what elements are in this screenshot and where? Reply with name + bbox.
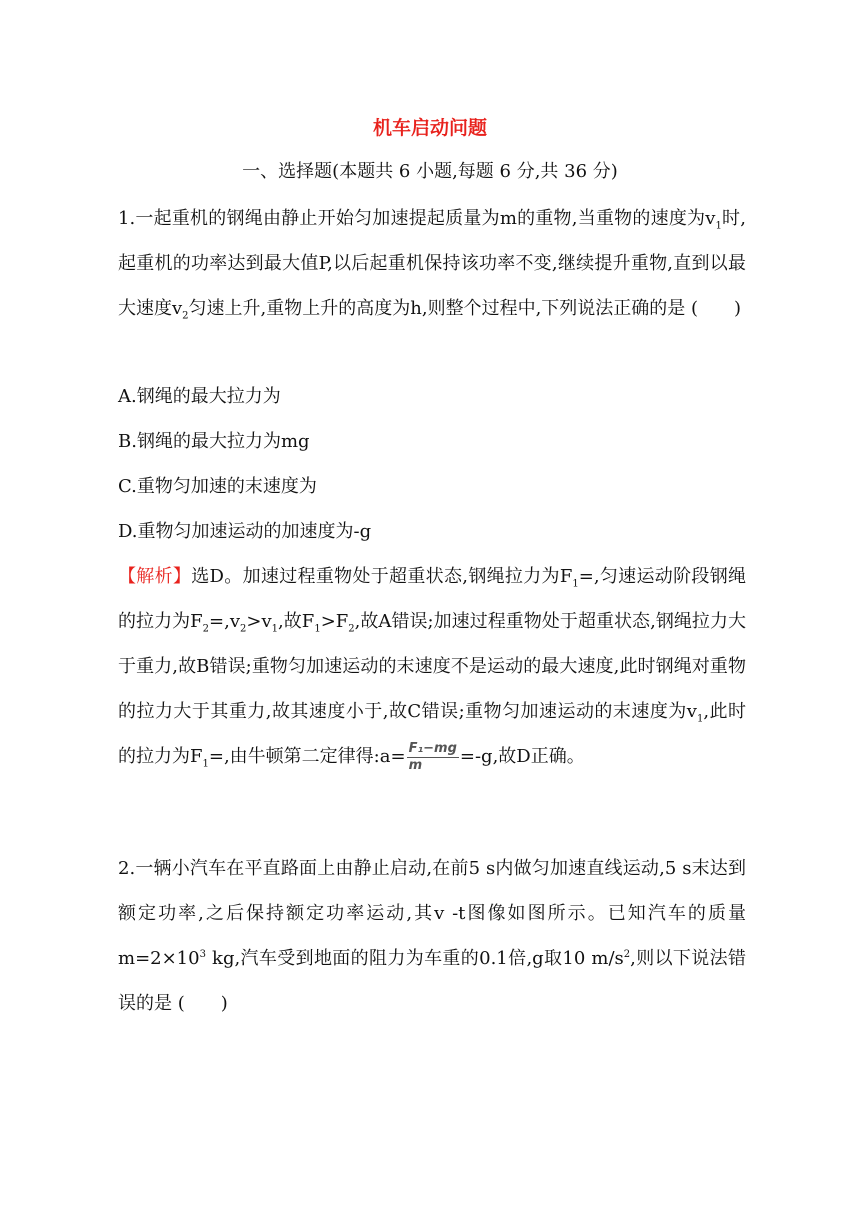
page-title: 机车启动问题 xyxy=(372,117,487,139)
fraction-numerator: F₁−mg xyxy=(408,740,457,756)
analysis-tag: 【解析】 xyxy=(118,566,192,587)
analysis-block: 【解析】选D。加速过程重物处于超重状态,钢绳拉力为$F_1=$,匀速运动阶段钢绳的拉力为$F_2=,v_2>v_1$,故$F_1>F_2$,故A错误;加速过程重物处于超重状态,钢绳拉力大于重力,故B错误;重物匀加速运动的末速度不是运动的最大速度,此时钢绳对重物的拉力大于其重力,故其速度小于,故C错误;重物匀加速运动的末速度为$v_1$,此时的拉力为$F_1=$,由牛顿第二定律得:a= $\frac{\text{F₁−mg}}{m}$ =-g,故D正确。 xyxy=(118,566,747,773)
question-2-stem: 2.一辆小汽车在平直路面上由静止启动,在前5 s内做匀加速直线运动,5 s末达到额定功率,之后保持额定功率运动,其v -t图像如图所示。已知汽车的质量$m=2\times 10^3$ kg,汽车受到地面的阻力为车重的0.1倍,g取10 $m/s^2$,则以下说法错误的是 ( ) xyxy=(118,858,746,1014)
fraction-denominator: m xyxy=(408,757,423,773)
section-header: 一、选择题(本题共 6 小题,每题 6 分,共 36 分) xyxy=(242,161,618,182)
question-1-option-a: A.钢绳的最大拉力为 xyxy=(118,386,281,407)
acceleration-fraction xyxy=(407,741,459,774)
question-1-stem: 1.一起重机的钢绳由静止开始匀加速提起质量为m的重物,当重物的速度为$v_1$时,起重机的功率达到最大值P,以后起重机保持该功率不变,继续提升重物,直到以最大速度$v_2$匀速上升,重物上升的高度为h,则整个过程中,下列说法正确的是 ( ) xyxy=(118,208,746,322)
question-1-option-c: C.重物匀加速的末速度为 xyxy=(118,476,317,497)
question-1-option-b: B.钢绳的最大拉力为mg xyxy=(118,431,310,452)
question-1-option-d: D.重物匀加速运动的加速度为-g xyxy=(118,521,372,542)
